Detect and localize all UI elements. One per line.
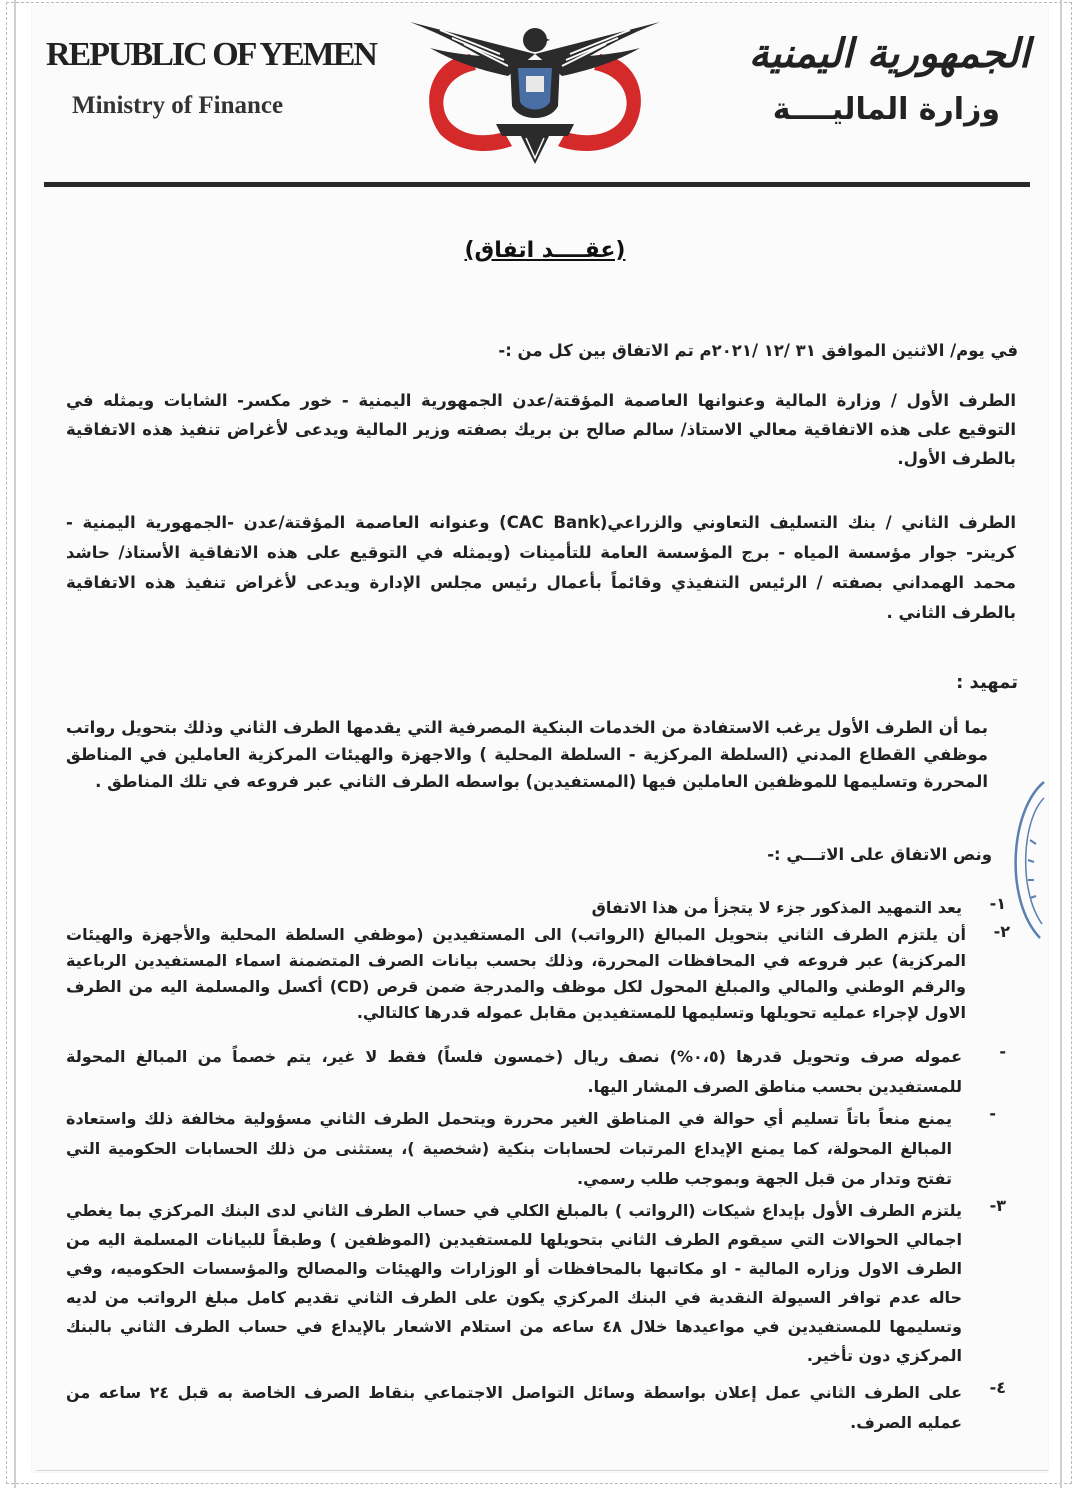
bottom-edge <box>36 1470 1048 1471</box>
clause-number: ٢- <box>993 922 1010 941</box>
letterhead-arabic-title: الجمهورية اليمنية <box>748 30 1030 77</box>
first-party-paragraph: الطرف الأول / وزارة المالية وعنوانها العاصمة المؤقتة/عدن الجمهورية اليمنية - خور مكسر- الشابات ويمثله في التوقيع على هذه الاتفاقية معالي الاستاذ/ سالم صالح بن بريك بصفته وزير المالية ويدعى لأغراض تنفيذ هذه الاتفاقية بالطرف الأول. <box>66 391 1016 468</box>
intro-line: في يوم/ الاثنين الموافق ٣١ /١٢ /٢٠٢١م تم الاتفاق بين كل من :- <box>498 341 1018 360</box>
clause-text: عموله صرف وتحويل قدرها (٠،٥%) نصف ريال (خمسون فلساً) فقط لا غير، يتم خصماً من المبالغ المحولة للمستفيدين بحسب مناطق الصرف المشار اليها. <box>66 1047 963 1096</box>
right-border-line <box>1060 0 1062 1488</box>
clause-number: ٤- <box>989 1378 1006 1397</box>
clause-text: أن يلتزم الطرف الثاني بتحويل المبالغ (الرواتب) الى المستفيدين (موظفي السلطة المحلية والأجهزة والهيئات المركزية) عبر فروعه في المحافظات المحررة، وذلك بحسب بيانات الصرف المتضمنة اسماء المستفيدين الرباعية والرقم الوطني والمالي والمبلغ المحول لكل موظف والمدرجة ضمن قرص (CD) أكسل والمسلمة اليه من الطرف الاول لإجراء عمليه تحويلها وتسليمها للمستفيدين مقابل عموله قدرها كالتالي. <box>66 925 966 1022</box>
clause-bullet: - <box>989 1104 996 1123</box>
clause-text: على الطرف الثاني عمل إعلان بواسطة وسائل التواصل الاجتماعي بنقاط الصرف الخاصة به قبل ٢٤ ساعه من عمليه الصرف. <box>66 1383 963 1432</box>
partial-stamp-icon <box>1000 780 1046 940</box>
letterhead-english-title: REPUBLIC OF YEMEN <box>46 36 376 73</box>
clause-item <box>66 922 1010 1052</box>
second-party-paragraph: الطرف الثاني / بنك التسليف التعاوني والزراعي(CAC Bank) وعنوانه العاصمة المؤقتة/عدن -الجمهورية اليمنية - كريتر- جوار مؤسسة المياه - برج المؤسسة العامة للتأمينات (ويمثله في التوقيع على هذه الاتفاقية الأستاذ/ حاشد محمد الهمداني بصفته / الرئيس التنفيذي وقائماً بأعمال رئيس مجلس الإدارة ويدعى لأغراض تنفيذ هذه الاتفاقية بالطرف الثاني . <box>66 513 1017 622</box>
clause-number: ١- <box>989 894 1006 913</box>
clause-text: يعد التمهيد المذكور جزء لا يتجزأ من هذا الاتفاق <box>591 898 962 917</box>
agreement-intro-line: ونص الاتفاق على الاتـــي :- <box>767 845 992 864</box>
letterhead-arabic-subtitle: وزارة الماليــــة <box>772 92 1000 127</box>
clause-bullet: - <box>999 1042 1006 1061</box>
preamble-paragraph: بما أن الطرف الأول يرغب الاستفادة من الخدمات البنكية المصرفية التي يقدمها الطرف الثاني وذلك بتحويل رواتب موظفي القطاع المدني (السلطة المركزية - السلطة المحلية ) والاجهزة والهيئات المركزية العاملين في المناطق المحررة وتسليمها للموظفين العاملين فيها (المستفيدين) بواسطه الطرف الثاني عبر فروعه في تلك المناطق . <box>66 718 988 791</box>
clause-number: ٣- <box>989 1196 1006 1215</box>
left-border-line <box>14 0 16 1488</box>
clause-text: يلتزم الطرف الأول بإيداع شيكات (الرواتب ) بالمبلغ الكلي في حساب الطرف الثاني لدى البنك المركزي بما يغطي اجمالي الحوالات التي سيقوم الطرف الثاني بتحويلها للمستفيدين (الموظفين ) وطبقاً للبيانات المسلمة اليه من الطرف الاول وزاره المالية - او مكاتبها بالمحافظات أو الوزارات والهيئات والمصالح والمؤسسات الحكوميه، وفي حاله عدم توافر السيولة النقدية في البنك المركزي يكون على الطرف الثاني تقديم كامل مبلغ الرواتب من لديه وتسليمها للمستفيدين في مواعيدها خلال ٤٨ ساعه من استلام الاشعار بالإيداع في حساب الطرف الثاني بالبنك المركزي دون تأخير. <box>66 1201 963 1365</box>
letterhead-divider <box>44 182 1030 187</box>
clause-text: يمنع منعاً باتاً تسليم أي حوالة في المناطق الغير محررة ويتحمل الطرف الثاني مسؤولية مخالفة ذلك واستعادة المبالغ المحولة، كما يمنع الإيداع المرتبات لحسابات بنكية (شخصية )، يستثنى من ذلك الحسابات الحكومية التي تفتح وتدار من قبل الجهة وبموجب طلب رسمي. <box>66 1109 952 1188</box>
yemen-eagle-emblem-icon <box>400 14 670 164</box>
preamble-heading: تمهيد : <box>956 672 1018 693</box>
letterhead-english-subtitle: Ministry of Finance <box>72 92 284 119</box>
document-title: (عقــــد اتفاق) <box>464 238 626 263</box>
